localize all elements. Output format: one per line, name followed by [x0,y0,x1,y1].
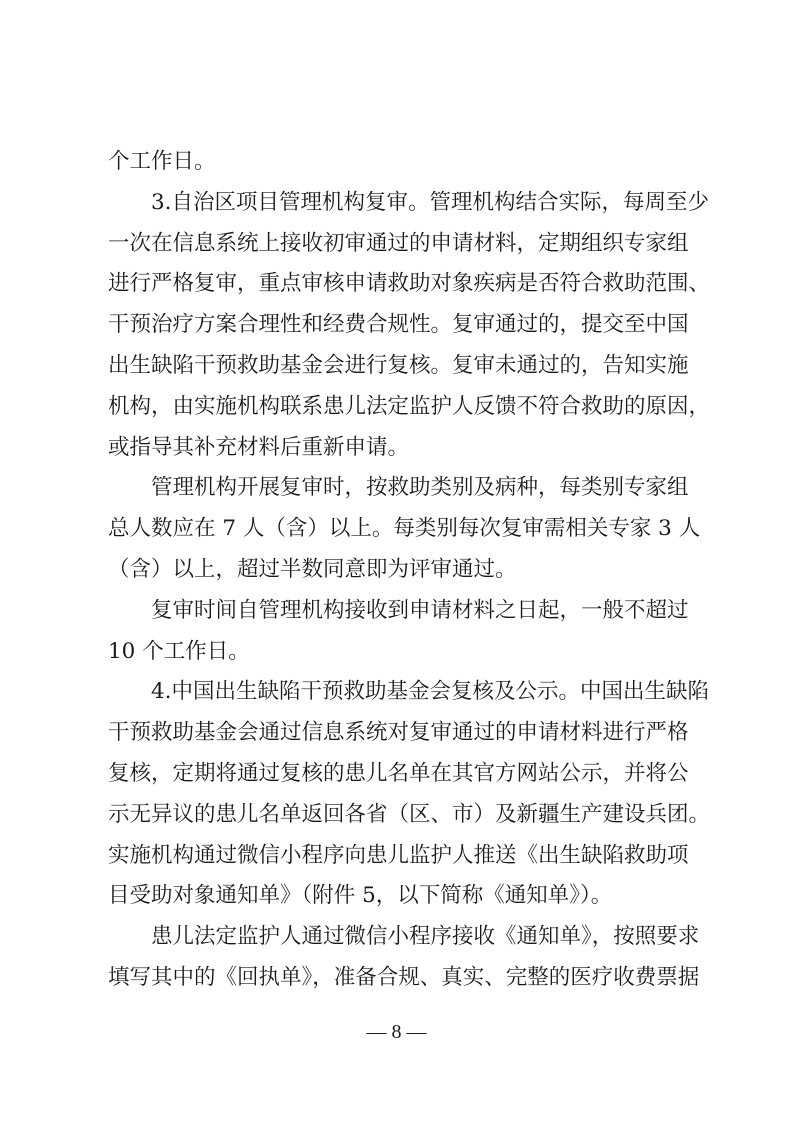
text-line: 4.中国出生缺陷干预救助基金会复核及公示。中国出生缺陷 [151,679,710,705]
text-line: 复核，定期将通过复核的患儿名单在其官方网站公示，并将公 [108,760,689,786]
text-line: 个工作日。 [108,149,216,174]
text-line: 管理机构开展复审时，按救助类别及病种，每类别专家组 [151,475,689,501]
text-line: （含）以上，超过半数同意即为评审通过。 [108,556,517,582]
text-line: 机构，由实施机构联系患儿法定监护人反馈不符合救助的原因， [108,393,711,419]
text-line: 示无异议的患儿名单返回各省（区、市）及新疆生产建设兵团。 [108,801,711,827]
text-line: 患儿法定监护人通过微信小程序接收《通知单》，按照要求 [151,924,700,950]
text-line: 出生缺陷干预救助基金会进行复核。复审未通过的，告知实施 [108,352,689,378]
text-line: 目受助对象通知单》（附件 5，以下简称《通知单》）。 [108,883,613,909]
text-line: 干预治疗方案合理性和经费合规性。复审通过的，提交至中国 [108,312,689,338]
text-line: 复审时间自管理机构接收到申请材料之日起，一般不超过 [151,597,689,623]
text-line: 实施机构通过微信小程序向患儿监护人推送《出生缺陷救助项 [108,842,689,868]
text-line: 干预救助基金会通过信息系统对复审通过的申请材料进行严格 [108,720,689,746]
text-line: 一次在信息系统上接收初审通过的申请材料，定期组织专家组 [108,230,689,256]
text-line: 填写其中的《回执单》，准备合规、真实、完整的医疗收费票据 [108,964,700,990]
text-line: 进行严格复审，重点审核申请救助对象疾病是否符合救助范围、 [108,271,711,297]
body-text [108,142,711,999]
page-number: — 8 — [366,1021,427,1043]
text-line: 或指导其补充材料后重新申请。 [108,434,410,460]
text-line: 3.自治区项目管理机构复审。管理机构结合实际，每周至少 [151,189,710,215]
text-line: 10 个工作日。 [108,638,250,664]
text-line: 总人数应在 7 人（含）以上。每类别每次复审需相关专家 3 人 [108,516,701,542]
